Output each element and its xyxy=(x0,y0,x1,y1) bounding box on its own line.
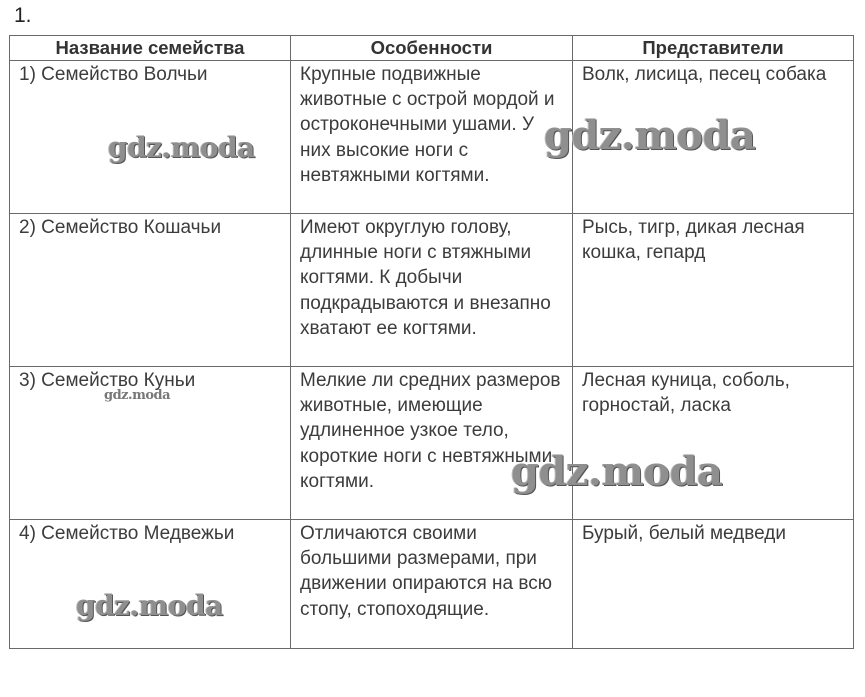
header-family-name: Название семейства xyxy=(10,36,291,61)
table-row xyxy=(10,61,854,214)
family-cell: 2) Семейство Кошачьи xyxy=(10,214,291,367)
representatives-cell: Волк, лисица, песец собака xyxy=(573,61,854,214)
table-header-row xyxy=(10,36,854,61)
features-cell: Мелкие ли средних размеров животные, имеющие удлиненное узкое тело, короткие ноги с невтяжными когтями. xyxy=(291,367,573,520)
watermark: gdz.moda xyxy=(104,388,171,403)
watermark: gdz.moda xyxy=(76,589,223,622)
table-row xyxy=(10,520,854,649)
watermark: gdz.moda xyxy=(511,448,723,495)
representatives-cell: Лесная куница, соболь, горностай, ласка xyxy=(573,367,854,520)
animal-families-table xyxy=(9,35,854,649)
header-representatives: Представители xyxy=(573,36,854,61)
representatives-cell: Рысь, тигр, дикая лесная кошка, гепард xyxy=(573,214,854,367)
features-cell: Крупные подвижные животные с острой мордой и остроконечными ушами. У них высокие ноги с невтяжными когтями. xyxy=(291,61,573,214)
family-cell: 3) Семейство Куньи xyxy=(10,367,291,520)
representatives-cell: Бурый, белый медведи xyxy=(573,520,854,649)
watermark: gdz.moda xyxy=(544,112,756,159)
family-cell: 4) Семейство Медвежьи xyxy=(10,520,291,649)
watermark: gdz.moda xyxy=(108,131,255,164)
features-cell: Имеют округлую голову, длинные ноги с втяжными когтями. К добычи подкрадываются и внезапно хватают ее когтями. xyxy=(291,214,573,367)
table-row xyxy=(10,367,854,520)
header-features: Особенности xyxy=(291,36,573,61)
features-cell: Отличаются своими большими размерами, при движении опираются на всю стопу, стопоходящие. xyxy=(291,520,573,649)
task-number: 1. xyxy=(14,4,32,27)
family-cell: 1) Семейство Волчьи xyxy=(10,61,291,214)
table-row xyxy=(10,214,854,367)
